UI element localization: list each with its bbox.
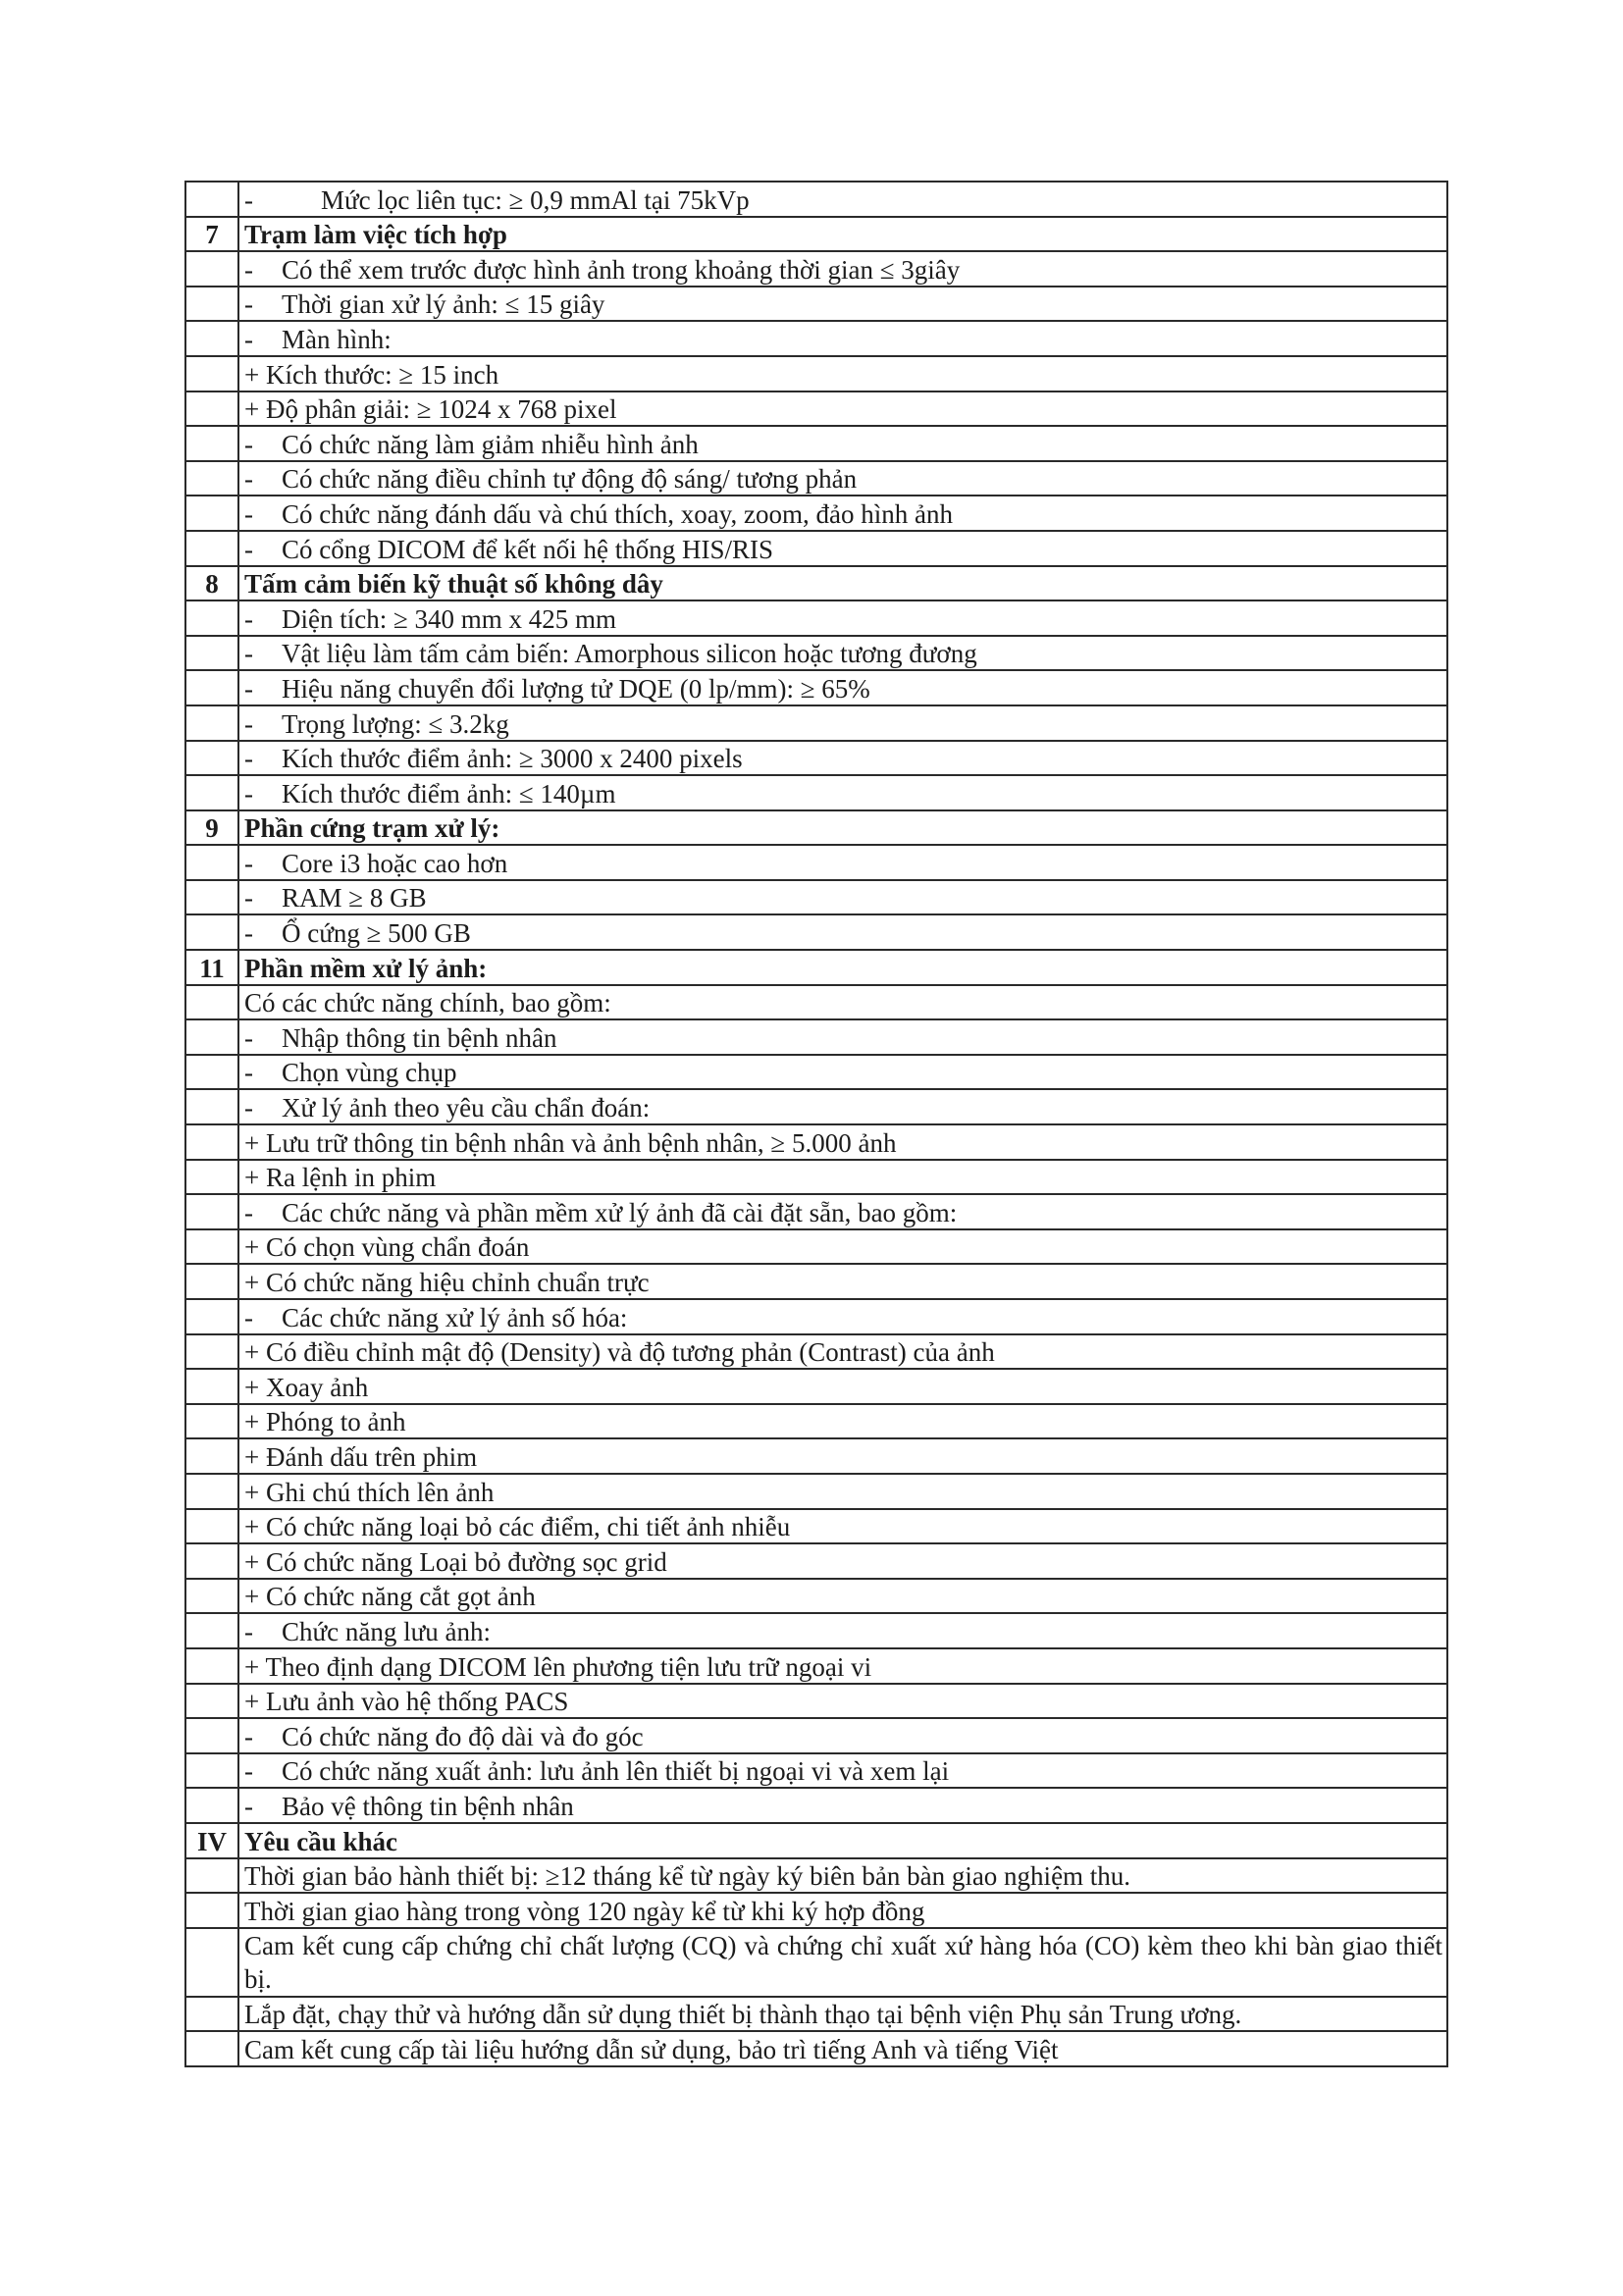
table-row — [185, 2031, 1447, 2066]
row-content — [238, 1509, 1447, 1544]
row-number — [185, 1648, 238, 1684]
row-text: + Có chọn vùng chẩn đoán — [244, 1232, 530, 1263]
list-dash: - — [244, 673, 253, 704]
table-row — [185, 600, 1447, 636]
row-content — [238, 1928, 1447, 1997]
list-dash: - — [244, 498, 253, 529]
table-row — [185, 1543, 1447, 1579]
row-number — [185, 775, 238, 810]
row-number — [185, 1613, 238, 1648]
row-content — [238, 1543, 1447, 1579]
row-text: Yêu cầu khác — [244, 1826, 398, 1856]
table-row — [185, 1160, 1447, 1195]
row-content — [238, 741, 1447, 776]
row-content — [238, 1264, 1447, 1299]
list-dash: - — [244, 254, 253, 285]
row-number — [185, 1509, 238, 1544]
row-text: Thời gian giao hàng trong vòng 120 ngày kể từ khi ký hợp đồng — [244, 1896, 925, 1926]
row-number — [185, 1369, 238, 1404]
row-text: + Ra lệnh in phim — [244, 1163, 437, 1193]
row-number — [185, 1858, 238, 1894]
list-dash: - — [244, 708, 253, 739]
row-number — [185, 1718, 238, 1753]
row-text: + Có điều chỉnh mật độ (Density) và độ tương phản (Contrast) của ảnh — [244, 1337, 995, 1368]
row-text: Có cổng DICOM để kết nối hệ thống HIS/RIS — [282, 534, 773, 564]
list-dash: - — [244, 603, 253, 634]
row-content — [238, 1997, 1447, 2032]
table-row — [185, 1613, 1447, 1648]
table-row — [185, 1438, 1447, 1474]
list-dash: - — [244, 918, 253, 949]
row-text: Các chức năng và phần mềm xử lý ảnh đã cài đặt sẵn, bao gồm: — [282, 1197, 958, 1227]
row-content — [238, 914, 1447, 950]
row-text: + Xoay ảnh — [244, 1372, 369, 1402]
row-number — [185, 1684, 238, 1719]
table-row — [185, 636, 1447, 671]
row-text: Trọng lượng: ≤ 3.2kg — [282, 708, 509, 739]
list-dash: - — [244, 1756, 253, 1787]
list-dash: - — [244, 289, 253, 320]
row-text: Chức năng lưu ảnh: — [282, 1616, 491, 1646]
row-text: Core i3 hoặc cao hơn — [282, 848, 508, 878]
row-text: Phần mềm xử lý ảnh: — [244, 953, 488, 983]
row-number — [185, 1579, 238, 1614]
table-row — [185, 1229, 1447, 1265]
row-text: Có chức năng điều chỉnh tự động độ sáng/ tương phản — [282, 464, 858, 495]
list-dash: - — [244, 1197, 253, 1227]
row-content — [238, 1055, 1447, 1090]
spec-table — [184, 181, 1448, 2067]
table-row — [185, 1579, 1447, 1614]
row-number — [185, 531, 238, 566]
section-heading-row — [185, 810, 1447, 846]
row-number — [185, 461, 238, 496]
row-content — [238, 356, 1447, 391]
row-number: 9 — [185, 810, 238, 846]
row-number: 7 — [185, 217, 238, 252]
row-number — [185, 845, 238, 880]
row-text: Có các chức năng chính, bao gồm: — [244, 988, 611, 1018]
table-row — [185, 461, 1447, 496]
table-row — [185, 1788, 1447, 1823]
table-row — [185, 251, 1447, 287]
row-content — [238, 1613, 1447, 1648]
table-row — [185, 1194, 1447, 1229]
row-text: + Có chức năng hiệu chỉnh chuẩn trực — [244, 1268, 650, 1297]
list-dash: - — [244, 184, 253, 215]
row-text: + Lưu trữ thông tin bệnh nhân và ảnh bệnh nhân, ≥ 5.000 ảnh — [244, 1127, 897, 1158]
row-content — [238, 251, 1447, 287]
row-content — [238, 1019, 1447, 1055]
table-row — [185, 182, 1447, 217]
row-content — [238, 217, 1447, 252]
section-heading-row — [185, 1823, 1447, 1858]
row-text: Cam kết cung cấp tài liệu hướng dẫn sử dụng, bảo trì tiếng Anh và tiếng Việt — [244, 2034, 1059, 2064]
row-number — [185, 914, 238, 950]
row-text: Lắp đặt, chạy thử và hướng dẫn sử dụng thiết bị thành thạo tại bệnh viện Phụ sản Trung ương. — [244, 2000, 1242, 2030]
row-text: Kích thước điểm ảnh: ≥ 3000 x 2400 pixels — [282, 744, 743, 774]
row-number — [185, 1928, 238, 1997]
row-number — [185, 1124, 238, 1160]
table-row — [185, 1124, 1447, 1160]
table-row — [185, 705, 1447, 741]
row-text: Màn hình: — [282, 324, 392, 354]
row-content — [238, 566, 1447, 601]
row-content — [238, 1788, 1447, 1823]
table-row — [185, 985, 1447, 1020]
row-text: RAM ≥ 8 GB — [282, 883, 427, 913]
row-content — [238, 426, 1447, 461]
row-text: Có thể xem trước được hình ảnh trong khoảng thời gian ≤ 3giây — [282, 254, 961, 285]
row-content — [238, 1299, 1447, 1334]
list-dash: - — [244, 744, 253, 774]
table-row — [185, 1997, 1447, 2032]
row-number — [185, 321, 238, 356]
row-content — [238, 845, 1447, 880]
row-text: Mức lọc liên tục: ≥ 0,9 mmAl tại 75kVp — [321, 184, 750, 215]
row-number: 11 — [185, 950, 238, 985]
row-content — [238, 1753, 1447, 1789]
list-dash: - — [244, 778, 253, 809]
row-text: + Có chức năng loại bỏ các điểm, chi tiết ảnh nhiễu — [244, 1512, 791, 1542]
row-number — [185, 1334, 238, 1370]
table-row — [185, 356, 1447, 391]
row-text: + Ghi chú thích lên ảnh — [244, 1477, 495, 1507]
row-text: Trạm làm việc tích hợp — [244, 220, 507, 250]
row-content — [238, 1334, 1447, 1370]
row-content — [238, 391, 1447, 427]
list-dash: - — [244, 848, 253, 878]
row-number — [185, 985, 238, 1020]
table-row — [185, 1334, 1447, 1370]
row-content — [238, 1823, 1447, 1858]
row-text: + Kích thước: ≥ 15 inch — [244, 359, 499, 390]
list-dash: - — [244, 1616, 253, 1646]
row-content — [238, 810, 1447, 846]
row-number — [185, 600, 238, 636]
row-number — [185, 741, 238, 776]
table-row — [185, 1718, 1447, 1753]
row-number — [185, 1753, 238, 1789]
table-row — [185, 1369, 1447, 1404]
list-dash: - — [244, 1058, 253, 1088]
list-dash: - — [244, 1093, 253, 1123]
spec-table-body — [185, 182, 1447, 2066]
row-content — [238, 2031, 1447, 2066]
row-number: 8 — [185, 566, 238, 601]
table-row — [185, 845, 1447, 880]
row-text: Diện tích: ≥ 340 mm x 425 mm — [282, 603, 617, 634]
row-content — [238, 1684, 1447, 1719]
row-content — [238, 321, 1447, 356]
row-text: Hiệu năng chuyển đổi lượng tử DQE (0 lp/mm): ≥ 65% — [282, 673, 870, 704]
row-text: Có chức năng xuất ảnh: lưu ảnh lên thiết bị ngoại vi và xem lại — [282, 1756, 950, 1787]
row-number — [185, 1299, 238, 1334]
row-content — [238, 496, 1447, 531]
row-content — [238, 1648, 1447, 1684]
row-text: Xử lý ảnh theo yêu cầu chẩn đoán: — [282, 1093, 651, 1123]
row-text: Nhập thông tin bệnh nhân — [282, 1022, 557, 1053]
row-content — [238, 1124, 1447, 1160]
section-heading-row — [185, 950, 1447, 985]
row-number — [185, 1543, 238, 1579]
table-row — [185, 741, 1447, 776]
row-number — [185, 391, 238, 427]
table-row — [185, 1264, 1447, 1299]
table-row — [185, 1684, 1447, 1719]
row-number — [185, 636, 238, 671]
table-row — [185, 1509, 1447, 1544]
list-dash: - — [244, 1302, 253, 1332]
table-row — [185, 426, 1447, 461]
row-content — [238, 1089, 1447, 1124]
row-content — [238, 1404, 1447, 1439]
row-content — [238, 1369, 1447, 1404]
row-content — [238, 1718, 1447, 1753]
row-text: + Theo định dạng DICOM lên phương tiện lưu trữ ngoại vi — [244, 1651, 872, 1682]
row-content — [238, 1229, 1447, 1265]
row-text: Bảo vệ thông tin bệnh nhân — [282, 1791, 574, 1821]
row-content — [238, 287, 1447, 322]
list-dash: - — [244, 1791, 253, 1821]
row-content — [238, 670, 1447, 705]
row-text: Có chức năng đo độ dài và đo góc — [282, 1721, 644, 1751]
row-number — [185, 496, 238, 531]
table-row — [185, 1055, 1447, 1090]
list-dash: - — [244, 464, 253, 495]
row-content — [238, 1194, 1447, 1229]
table-row — [185, 775, 1447, 810]
row-text: Ổ cứng ≥ 500 GB — [282, 918, 471, 949]
row-number — [185, 1055, 238, 1090]
row-text: Thời gian bảo hành thiết bị: ≥12 tháng kể từ ngày ký biên bản bàn giao nghiệm thu. — [244, 1861, 1131, 1892]
row-number — [185, 1788, 238, 1823]
row-text: + Có chức năng Loại bỏ đường sọc grid — [244, 1546, 667, 1577]
row-number — [185, 705, 238, 741]
row-number: IV — [185, 1823, 238, 1858]
table-row — [185, 1404, 1447, 1439]
row-content — [238, 1160, 1447, 1195]
table-row — [185, 1299, 1447, 1334]
row-number — [185, 1019, 238, 1055]
row-number — [185, 251, 238, 287]
row-number — [185, 1893, 238, 1928]
row-content — [238, 1893, 1447, 1928]
table-row — [185, 1858, 1447, 1894]
table-row — [185, 1648, 1447, 1684]
row-content — [238, 1474, 1447, 1509]
row-number — [185, 356, 238, 391]
row-content — [238, 1438, 1447, 1474]
row-content — [238, 636, 1447, 671]
table-row — [185, 1089, 1447, 1124]
list-dash: - — [244, 324, 253, 354]
row-number — [185, 670, 238, 705]
row-number — [185, 1404, 238, 1439]
table-row — [185, 287, 1447, 322]
row-text: Có chức năng đánh dấu và chú thích, xoay, zoom, đảo hình ảnh — [282, 498, 953, 529]
row-text: Tấm cảm biến kỹ thuật số không dây — [244, 569, 663, 600]
table-row — [185, 531, 1447, 566]
list-dash: - — [244, 1022, 253, 1053]
row-number — [185, 1229, 238, 1265]
row-content — [238, 531, 1447, 566]
table-row — [185, 1474, 1447, 1509]
row-content — [238, 182, 1447, 217]
row-content — [238, 461, 1447, 496]
table-row — [185, 1753, 1447, 1789]
row-text: + Độ phân giải: ≥ 1024 x 768 pixel — [244, 394, 617, 425]
row-number — [185, 880, 238, 915]
list-dash: - — [244, 639, 253, 669]
section-heading-row — [185, 217, 1447, 252]
row-text: Thời gian xử lý ảnh: ≤ 15 giây — [282, 289, 605, 320]
row-text: Chọn vùng chụp — [282, 1058, 457, 1088]
table-row — [185, 914, 1447, 950]
row-number — [185, 426, 238, 461]
row-content — [238, 985, 1447, 1020]
row-content — [238, 950, 1447, 985]
row-text: Phần cứng trạm xử lý: — [244, 813, 500, 844]
row-text: Có chức năng làm giảm nhiễu hình ảnh — [282, 429, 699, 459]
row-content — [238, 1579, 1447, 1614]
section-heading-row — [185, 566, 1447, 601]
row-number — [185, 182, 238, 217]
row-text: Vật liệu làm tấm cảm biến: Amorphous silicon hoặc tương đương — [282, 639, 977, 669]
row-content — [238, 880, 1447, 915]
table-row — [185, 391, 1447, 427]
row-text: + Lưu ảnh vào hệ thống PACS — [244, 1687, 569, 1717]
row-text: + Phóng to ảnh — [244, 1407, 406, 1437]
row-number — [185, 1089, 238, 1124]
table-row — [185, 1893, 1447, 1928]
row-content — [238, 775, 1447, 810]
list-dash: - — [244, 883, 253, 913]
row-text: + Có chức năng cắt gọt ảnh — [244, 1582, 536, 1612]
row-number — [185, 287, 238, 322]
row-text: + Đánh dấu trên phim — [244, 1441, 478, 1472]
row-content — [238, 705, 1447, 741]
table-row — [185, 1928, 1447, 1997]
row-number — [185, 1997, 238, 2032]
row-number — [185, 1438, 238, 1474]
row-text: Cam kết cung cấp chứng chỉ chất lượng (CQ) và chứng chỉ xuất xứ hàng hóa (CO) kèm theo khi bàn giao thiết bị. — [244, 1930, 1442, 1994]
table-row — [185, 880, 1447, 915]
list-dash: - — [244, 534, 253, 564]
row-content — [238, 1858, 1447, 1894]
row-number — [185, 1474, 238, 1509]
row-content — [238, 600, 1447, 636]
row-number — [185, 2031, 238, 2066]
list-dash: - — [244, 429, 253, 459]
row-number — [185, 1194, 238, 1229]
table-row — [185, 670, 1447, 705]
table-row — [185, 321, 1447, 356]
row-text: Kích thước điểm ảnh: ≤ 140µm — [282, 778, 616, 809]
table-row — [185, 1019, 1447, 1055]
row-text: Các chức năng xử lý ảnh số hóa: — [282, 1302, 628, 1332]
row-number — [185, 1160, 238, 1195]
row-number — [185, 1264, 238, 1299]
list-dash: - — [244, 1721, 253, 1751]
table-row — [185, 496, 1447, 531]
